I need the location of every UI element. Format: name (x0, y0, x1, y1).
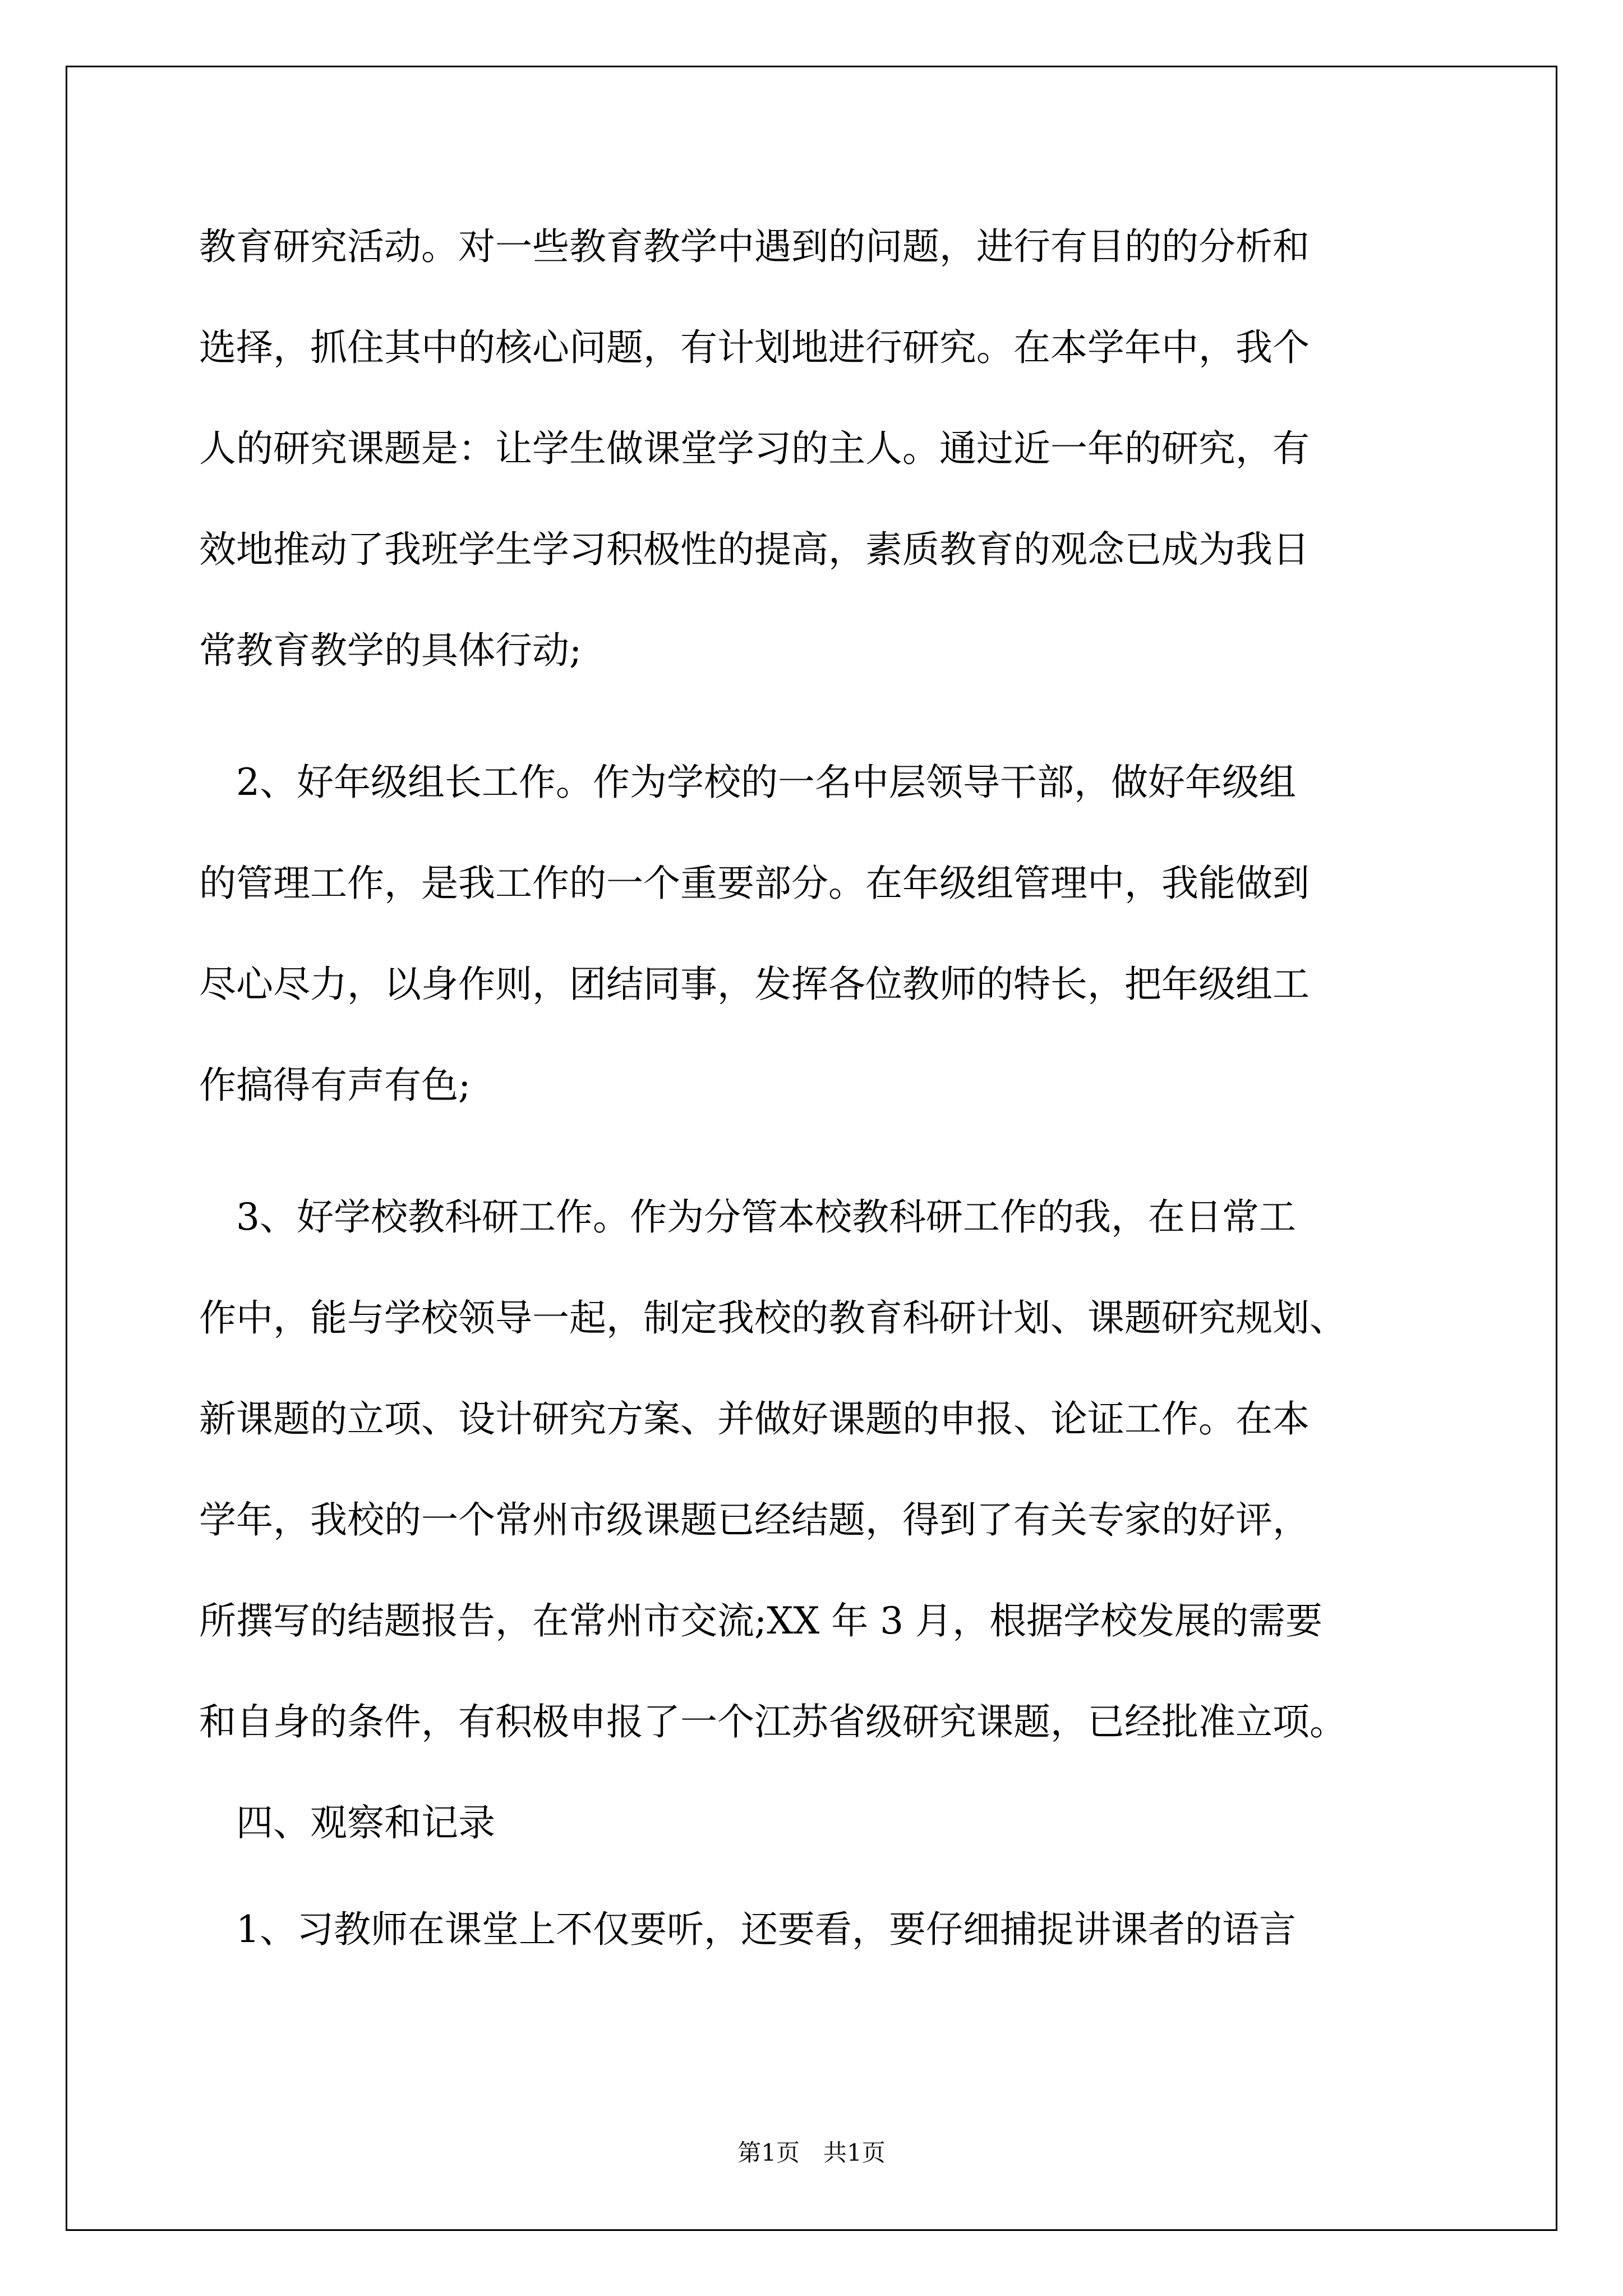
text-line: 作中，能与学校领导一起，制定我校的教育科研计划、课题研究规划、 (199, 1296, 1347, 1340)
text-line: 作搞得有声有色; (199, 1064, 471, 1107)
text-line: 所撰写的结题报告，在常州市交流;XX 年 3 月，根据学校发展的需要 (199, 1599, 1323, 1642)
text-line: 人的研究课题是：让学生做课堂学习的主人。通过近一年的研究，有 (199, 427, 1310, 470)
text-line: 学年，我校的一个常州市级课题已经结题，得到了有关专家的好评， (199, 1498, 1310, 1542)
page-border (66, 66, 1557, 2231)
text-line: 和自身的条件，有积极申报了一个江苏省级研究课题，已经批准立项。 (199, 1700, 1347, 1743)
text-line: 教育研究活动。对一些教育教学中遇到的问题，进行有目的的分析和 (199, 225, 1310, 268)
text-line: 尽心尽力，以身作则，团结同事，发挥各位教师的特长，把年级组工 (199, 963, 1310, 1006)
text-line: 3、好学校教科研工作。作为分管本校教科研工作的我，在日常工 (199, 1195, 1296, 1239)
page-number: 第1页 共1页 (737, 2139, 886, 2166)
text-line: 常教育教学的具体行动; (199, 629, 582, 672)
text-line: 效地推动了我班学生学习积极性的提高，素质教育的观念已成为我日 (199, 528, 1310, 571)
text-line: 新课题的立项、设计研究方案、并做好课题的申报、论证工作。在本 (199, 1397, 1310, 1441)
text-line: 1、习教师在课堂上不仅要听，还要看，要仔细捕捉讲课者的语言 (199, 1908, 1296, 1951)
text-line: 选择，抓住其中的核心问题，有计划地进行研究。在本学年中，我个 (199, 326, 1310, 369)
text-line: 的管理工作，是我工作的一个重要部分。在年级组管理中，我能做到 (199, 862, 1310, 905)
text-line: 2、好年级组长工作。作为学校的一名中层领导干部，做好年级组 (199, 761, 1296, 804)
section-heading: 四、观察和记录 (199, 1801, 495, 1844)
